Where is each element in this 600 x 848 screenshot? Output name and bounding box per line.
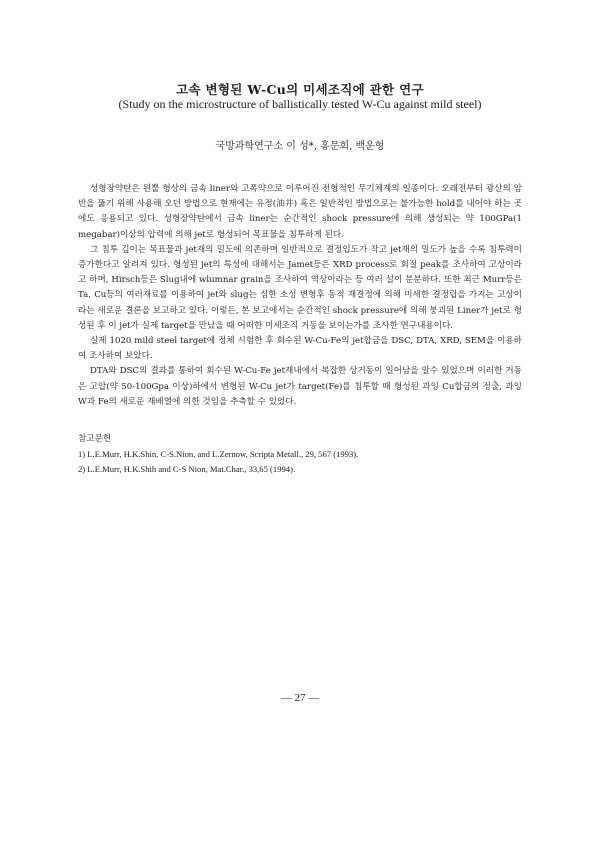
reference-item-1: 1) L.E.Murr, H.K.Shin, C-S.Nion, and L.Zernow, Scripta Metall., 29, 567 (1993). bbox=[78, 449, 359, 459]
paragraph-3: 실제 1020 mild steel target에 정체 시험한 후 회수된 W-Cu-Fe의 jet합금을 DSC, DTA, XRD, SEM을 이용하여 조사하여 보았다. bbox=[78, 336, 522, 362]
paragraph-2: 그 침투 깊이는 목표물과 jet재의 밀도에 의존하며 일반적으로 결정입도가 작고 jet재의 밀도가 높을 수록 침투력이 증가한다고 알려져 있다. 형성된 jet의 특성에 대해서는 Jamet등은 XRD process로 회절 peak를 조사하여 고상이라고 하며, Hirsch등은 Slug내에 wlumnar grain을 조사하여 역상이라는 등 여러 설이 분분하다. 또한 최근 Murr등은 Ta, Cu등의 여러재료를 이용하여 jet와 slug는 심한 소성 변형후 동적 재결정에 의해 미세한 결정립을 가지는 고상이라는 새로운 결론을 보고하고 있다. 이렇든, 본 보고에서는 순간적인 shock pressure에 의해 붕괴된 Liner가 jet로 형성된 후 이 jet가 실제 target을 만났을 때 어떠한 미세조직 거동을 보이는가를 조사한 연구내용이다. bbox=[78, 244, 522, 331]
paragraph-1: 성형장약탄은 원뿔 형상의 금속 liner와 고폭약으로 이루어진 전형적인 무기체계의 일종이다. 오래전부터 광산의 암반을 뚫기 위해 사용해 오던 방법으로 현재에는 유정(油井) 혹은 일반적인 방법으로는 불가능한 hold를 내어야 하는 곳에도 응용되고 있다. 성형장약탄에서 금속 liner는 순간적인 shock pressure에 의해 생성되는 약 100GPa(1 megabar)이상의 압력에 의해 jet로 형성되어 목표물을 침투하게 된다. bbox=[78, 184, 522, 240]
paper-title-korean: 고속 변형된 W-Cu의 미세조직에 관한 연구 bbox=[176, 82, 424, 97]
abstract-body bbox=[78, 182, 522, 410]
author-affiliation: 국방과학연구소 이 성*, 홍문희, 백운형 bbox=[215, 141, 385, 152]
page-number: — 27 — bbox=[280, 692, 320, 704]
reference-item-2: 2) L.E.Murr, H.K.Shih and C-S Nion, Mat.Char., 33,65 (1994). bbox=[78, 464, 296, 474]
paper-title-english: (Study on the microstructure of ballistically tested W-Cu against mild steel) bbox=[118, 97, 482, 111]
references-heading: 참고문헌 bbox=[78, 434, 112, 444]
references-section bbox=[78, 432, 522, 477]
paragraph-4: DTA와 DSC의 결과를 통하여 회수된 W-Cu-Fe jet재내에서 복잡한 상거동이 일어남을 알수 있었으며 이러한 거동은 고압(약 50-100Gpa 이상)하에서 변형된 W-Cu jet가 target(Fe)를 침투할 때 형성된 과잉 Cu합금의 정출, 과잉 W과 Fe의 새로운 재배열에 의한 것임을 추측할 수 있었다. bbox=[78, 366, 522, 407]
